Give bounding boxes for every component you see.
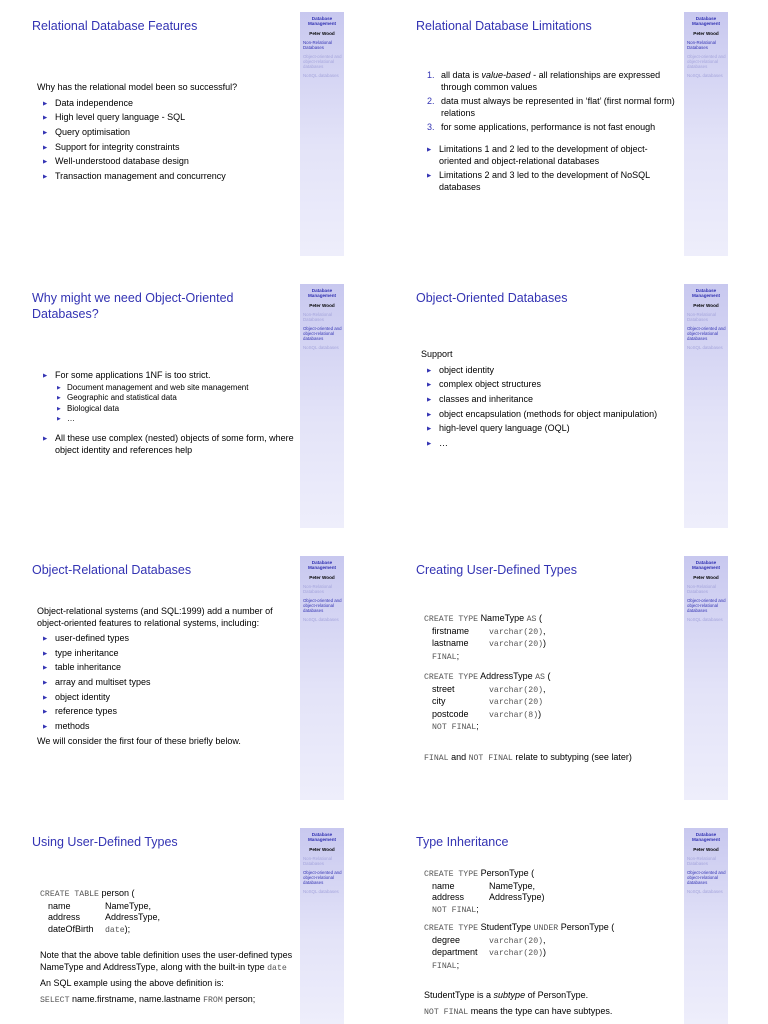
note-text: means the type can have subtypes.: [468, 1005, 613, 1016]
code-keyword: FINAL: [424, 753, 449, 763]
list-item: ▶ High level query language - SQL: [37, 112, 295, 124]
code-keyword: varchar(20): [489, 640, 544, 649]
code-keyword: SELECT: [40, 995, 70, 1005]
list-item: ▶ high-level query language (OQL): [421, 423, 679, 435]
code-keyword: FINAL: [432, 652, 457, 662]
list-item: ▶ array and multiset types: [37, 677, 289, 689]
code-keyword: varchar(20): [489, 627, 544, 637]
sidebar-section: Non-Relational Databases: [303, 39, 333, 50]
code-keyword: CREATE TYPE: [424, 673, 479, 682]
sub-list-item: ▶ Geographic and statistical data: [55, 393, 295, 403]
sidebar-course-title: Database Management: [307, 288, 337, 299]
slide-note: [424, 1006, 682, 1019]
slide-title: Relational Database Features: [32, 19, 198, 33]
item-text: all data is: [441, 70, 482, 80]
sidebar-section: Non-Relational Databases: [687, 39, 717, 50]
note-text: StudentType is a: [424, 990, 494, 1000]
code-block-nametype: CREATE TYPE NameType AS ( firstname varchar(20), lastname varchar(20)) FINAL;: [424, 613, 547, 662]
sidebar-section: Object-oriented and object-relational databases: [303, 325, 342, 341]
list-item: ▶ type inheritance: [37, 648, 289, 660]
item-number: 3.: [427, 122, 435, 133]
slide-intro: Support: [421, 349, 453, 359]
slide-sidebar: [684, 284, 728, 528]
code-keyword: varchar(20): [489, 698, 544, 707]
list-item: ▶ Well-understood database design: [37, 156, 295, 168]
sidebar-section: NoSQL databases: [303, 344, 339, 350]
numbered-item: [421, 96, 679, 119]
list-item: ▶ Transaction management and concurrency: [37, 171, 295, 183]
code-block-studenttype: CREATE TYPE StudentType UNDER PersonType ( degree varchar(20), department varchar(20)) FINAL;: [424, 922, 615, 971]
slide-note: [424, 752, 682, 765]
note-emphasis: subtype: [493, 990, 526, 1000]
sidebar-author: Peter Wood: [309, 846, 335, 852]
sidebar-author: Peter Wood: [309, 30, 335, 36]
slide-sidebar: [684, 556, 728, 800]
code-field: lastname: [432, 638, 469, 648]
code-field: dateOfBirth: [48, 923, 94, 934]
note-text: of PersonType.: [525, 990, 589, 1000]
sidebar-course-title: Database Management: [307, 560, 337, 571]
code-text: AddressType): [489, 892, 545, 902]
slide-using-udt: [32, 828, 384, 1024]
item-text: data must always be represented in ‘flat’ (first normal form) relations: [441, 96, 675, 118]
list-item: ▶ methods: [37, 721, 289, 733]
slide-sidebar: [300, 556, 344, 800]
code-keyword: NOT FINAL: [424, 1007, 469, 1017]
code-select: [40, 994, 296, 1007]
code-field: department: [432, 947, 478, 957]
slide-intro: Why has the relational model been so successful?: [37, 82, 238, 92]
sidebar-section: NoSQL databases: [687, 888, 723, 894]
sidebar-section: Non-Relational Databases: [687, 855, 717, 866]
slide-title: Relational Database Limitations: [416, 19, 592, 33]
code-text: StudentType: [480, 922, 532, 932]
code-keyword: FROM: [203, 995, 223, 1005]
item-text: - all relationships are expressed through common values: [441, 70, 661, 92]
sidebar-course-title: Database Management: [307, 832, 337, 843]
code-keyword: AS: [535, 673, 545, 682]
code-block-person: [40, 888, 296, 936]
code-field: degree: [432, 934, 461, 945]
code-field: name: [48, 900, 71, 911]
list-item: ▶ Query optimisation: [37, 127, 295, 139]
list-item: ▶ object encapsulation (methods for object manipulation): [421, 409, 679, 421]
code-text: AddressType,: [105, 912, 161, 922]
slide-note: [424, 990, 682, 1002]
list-item: ▶ classes and inheritance: [421, 394, 679, 406]
sidebar-section: Non-Relational Databases: [303, 311, 333, 322]
slide-sidebar: [300, 12, 344, 256]
sidebar-section: Non-Relational Databases: [303, 855, 333, 866]
slide-intro: Object-relational systems (and SQL:1999) add a number of object-oriented features to relational systems, including:: [37, 606, 273, 628]
slide-title: Creating User-Defined Types: [416, 563, 577, 577]
slide-sidebar: [684, 828, 728, 1024]
code-text: PersonType (: [480, 868, 535, 878]
slide-outro: We will consider the first four of these briefly below.: [37, 735, 241, 746]
code-text: (: [544, 671, 551, 681]
sidebar-section: Object-oriented and object-relational databases: [687, 597, 726, 613]
code-keyword: varchar(20): [489, 685, 544, 695]
code-field: street: [432, 683, 455, 694]
sidebar-section: NoSQL databases: [303, 72, 339, 78]
sidebar-author: Peter Wood: [693, 302, 719, 308]
list-item: ▶ object identity: [421, 365, 679, 377]
note-text: and: [448, 751, 469, 762]
slide-sidebar: [300, 828, 344, 1024]
code-text: );: [124, 923, 131, 934]
note-text: relate to subtyping (see later): [512, 751, 632, 762]
code-field: postcode: [432, 708, 469, 719]
code-keyword: CREATE TYPE: [424, 615, 479, 624]
slide-sidebar: [300, 284, 344, 528]
list-item: ▶ object identity: [37, 692, 289, 704]
sidebar-section: Object-oriented and object-relational databases: [687, 53, 726, 69]
sidebar-author: Peter Wood: [309, 302, 335, 308]
code-block-persontype: CREATE TYPE PersonType ( name NameType, address AddressType) NOT FINAL;: [424, 868, 545, 915]
sidebar-section: Object-oriented and object-relational databases: [303, 869, 342, 885]
list-item: ▶ Limitations 1 and 2 led to the development of object-oriented and object-relational databases: [421, 144, 679, 167]
sub-list-item: ▶ …: [55, 414, 295, 424]
sidebar-author: Peter Wood: [693, 846, 719, 852]
sidebar-course-title: Database Management: [691, 288, 721, 299]
slide-ordb: [32, 556, 384, 800]
code-field: address: [48, 912, 81, 922]
slide-why-oodb: [32, 284, 384, 528]
code-field: city: [432, 696, 446, 706]
sidebar-section: NoSQL databases: [303, 888, 339, 894]
slide-oodb: [416, 284, 768, 528]
code-text: name.firstname, name.lastname: [72, 993, 201, 1004]
slide-relational-limitations: [416, 12, 768, 256]
code-text: person (: [101, 888, 135, 898]
code-keyword: CREATE TYPE: [424, 924, 479, 933]
item-number: 1.: [427, 70, 435, 80]
slide-type-inheritance: [416, 828, 768, 1024]
slide-relational-features: [32, 12, 384, 256]
code-keyword: CREATE TABLE: [40, 890, 99, 899]
sidebar-section: Object-oriented and object-relational databases: [303, 53, 342, 69]
code-field: address: [432, 892, 465, 902]
sidebar-section: Object-oriented and object-relational databases: [687, 869, 726, 885]
slide-title: Type Inheritance: [416, 835, 509, 849]
item-emphasis: value-based: [481, 70, 531, 80]
code-field: firstname: [432, 625, 470, 636]
sub-list-item: ▶ Biological data: [55, 404, 295, 414]
code-keyword: CREATE TYPE: [424, 870, 479, 879]
code-text: NameType: [480, 613, 525, 623]
list-item: ▶ Support for integrity constraints: [37, 142, 295, 154]
sidebar-author: Peter Wood: [693, 30, 719, 36]
sidebar-author: Peter Wood: [693, 574, 719, 580]
code-keyword: UNDER: [533, 924, 559, 933]
slide-example-intro: An SQL example using the above definition is:: [40, 978, 224, 988]
code-keyword: varchar(8): [489, 710, 539, 720]
item-text: For some applications 1NF is too strict.: [55, 370, 211, 380]
slide-title: Object-Relational Databases: [32, 563, 192, 577]
code-text: NameType,: [489, 880, 536, 891]
slide-title: Why might we need Object-Oriented Databases?: [32, 291, 234, 321]
list-item: ▶ user-defined types: [37, 633, 289, 645]
code-keyword: varchar(20): [489, 949, 544, 958]
code-keyword: NOT FINAL: [468, 753, 513, 763]
sidebar-section: Non-Relational Databases: [303, 583, 333, 594]
list-item: ▶ …: [421, 438, 679, 450]
sidebar-section: Object-oriented and object-relational databases: [303, 597, 342, 613]
slide-title: Using User-Defined Types: [32, 835, 178, 849]
list-item: ▶ Data independence: [37, 98, 295, 110]
numbered-item: [421, 70, 679, 93]
code-field: name: [432, 880, 455, 891]
sidebar-section: NoSQL databases: [687, 344, 723, 350]
code-text: AddressType: [480, 671, 533, 681]
list-item: ▶ Limitations 2 and 3 led to the development of NoSQL databases: [421, 170, 679, 193]
sidebar-course-title: Database Management: [691, 560, 721, 571]
list-item: ▶ complex object structures: [421, 379, 679, 391]
sidebar-section: NoSQL databases: [687, 72, 723, 78]
list-item: ▶ reference types: [37, 706, 289, 718]
sidebar-section: Object-oriented and object-relational databases: [687, 325, 726, 341]
sidebar-course-title: Database Management: [691, 832, 721, 843]
sidebar-course-title: Database Management: [691, 16, 721, 27]
list-item: [37, 370, 295, 424]
slide-title: Object-Oriented Databases: [416, 291, 568, 305]
code-text: person;: [225, 993, 256, 1004]
code-keyword: NOT FINAL: [432, 905, 477, 915]
note-text: Note that the above table definition uses the user-defined types NameType and AddressType, along with the built-in type: [40, 950, 293, 972]
sidebar-course-title: Database Management: [307, 16, 337, 27]
sidebar-section: Non-Relational Databases: [687, 583, 717, 594]
code-keyword: NOT FINAL: [432, 723, 477, 732]
code-keyword: FINAL: [432, 961, 457, 971]
code-text: PersonType (: [560, 922, 615, 932]
code-text: NameType,: [105, 900, 152, 911]
slide-sidebar: [684, 12, 728, 256]
sidebar-author: Peter Wood: [309, 574, 335, 580]
code-keyword: AS: [526, 615, 537, 624]
item-number: 2.: [427, 96, 435, 107]
sub-list-item: ▶ Document management and web site management: [55, 383, 295, 393]
code-text: (: [536, 613, 542, 623]
sidebar-section: NoSQL databases: [303, 616, 339, 622]
slide-note: [40, 950, 296, 974]
sidebar-section: Non-Relational Databases: [687, 311, 717, 322]
item-text: for some applications, performance is not fast enough: [441, 122, 656, 133]
list-item: ▶ table inheritance: [37, 662, 289, 674]
slide-create-udt: [416, 556, 768, 800]
code-keyword: date: [105, 925, 125, 935]
list-item: ▶ All these use complex (nested) objects of some form, where object identity and references help: [37, 433, 295, 456]
numbered-item: [421, 122, 679, 134]
code-keyword: varchar(20): [489, 936, 544, 946]
code-block-addresstype: CREATE TYPE AddressType AS ( street varchar(20), city varchar(20) postcode varchar(8)) NOT FINAL;: [424, 671, 551, 732]
code-keyword: date: [267, 963, 287, 973]
sidebar-section: NoSQL databases: [687, 616, 723, 622]
